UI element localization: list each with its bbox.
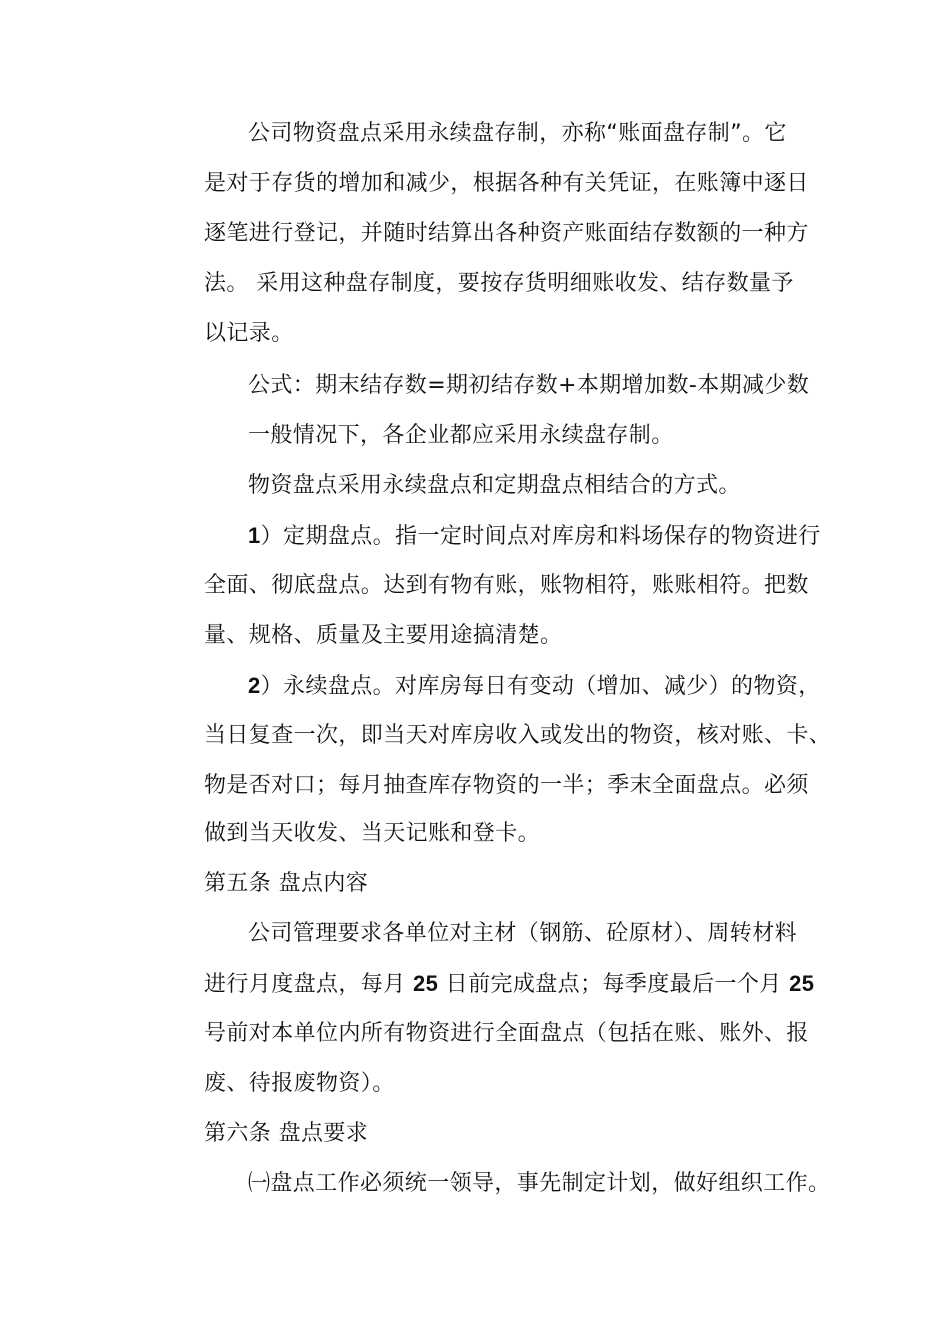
paragraph-line: 物资盘点采用永续盘点和定期盘点相结合的方式。 (248, 473, 741, 498)
paragraph-line: 废、待报废物资）。 (204, 1071, 395, 1096)
paragraph-line: 一般情况下，各企业都应采用永续盘存制。 (248, 423, 674, 448)
formula-line: 公式：期末结存数=期初结存数+本期增加数-本期减少数 (248, 373, 810, 398)
section-heading-5: 第五条 盘点内容 (204, 871, 369, 896)
list-text: ）定期盘点。指一定时间点对库房和料场保存的物资进行 (260, 524, 821, 549)
paragraph-line: 做到当天收发、当天记账和登卡。 (204, 821, 541, 846)
paragraph-line: 物是否对口；每月抽查库存物资的一半；季末全面盘点。必须 (204, 773, 809, 798)
list-number: 2 (248, 673, 261, 698)
paragraph-line: 公司管理要求各单位对主材（钢筋、砼原材）、周转材料 (248, 921, 798, 946)
section-heading-6: 第六条 盘点要求 (204, 1121, 369, 1146)
number-run: 25 (789, 971, 815, 996)
paragraph-line: 号前对本单位内所有物资进行全面盘点（包括在账、账外、报 (204, 1021, 809, 1046)
list-text: ）永续盘点。对库房每日有变动（增加、减少）的物资， (260, 674, 821, 699)
list-number: 1 (248, 523, 261, 548)
paragraph-line: 法。 采用这种盘存制度，要按存货明细账收发、结存数量予 (204, 271, 794, 296)
text-run: 日前完成盘点；每季度最后一个月 (438, 972, 790, 997)
paragraph-line: 以记录。 (204, 321, 294, 346)
list-item-2 (248, 670, 821, 703)
paragraph-line (204, 968, 814, 1001)
paragraph-line: 量、规格、质量及主要用途搞清楚。 (204, 623, 563, 648)
paragraph-line: 公司物资盘点采用永续盘存制，亦称“账面盘存制”。它 (248, 121, 787, 146)
number-run: 25 (413, 971, 439, 996)
paragraph-line: 当日复查一次，即当天对库房收入或发出的物资，核对账、卡、 (204, 723, 832, 748)
paragraph-line: ㈠盘点工作必须统一领导，事先制定计划，做好组织工作。 (248, 1171, 831, 1196)
text-run: 进行月度盘点，每月 (204, 972, 413, 997)
paragraph-line: 逐笔进行登记，并随时结算出各种资产账面结存数额的一种方 (204, 221, 809, 246)
paragraph-line: 全面、彻底盘点。达到有物有账，账物相符，账账相符。把数 (204, 573, 809, 598)
list-item-1 (248, 520, 821, 553)
paragraph-line: 是对于存货的增加和减少，根据各种有关凭证，在账簿中逐日 (204, 171, 809, 196)
